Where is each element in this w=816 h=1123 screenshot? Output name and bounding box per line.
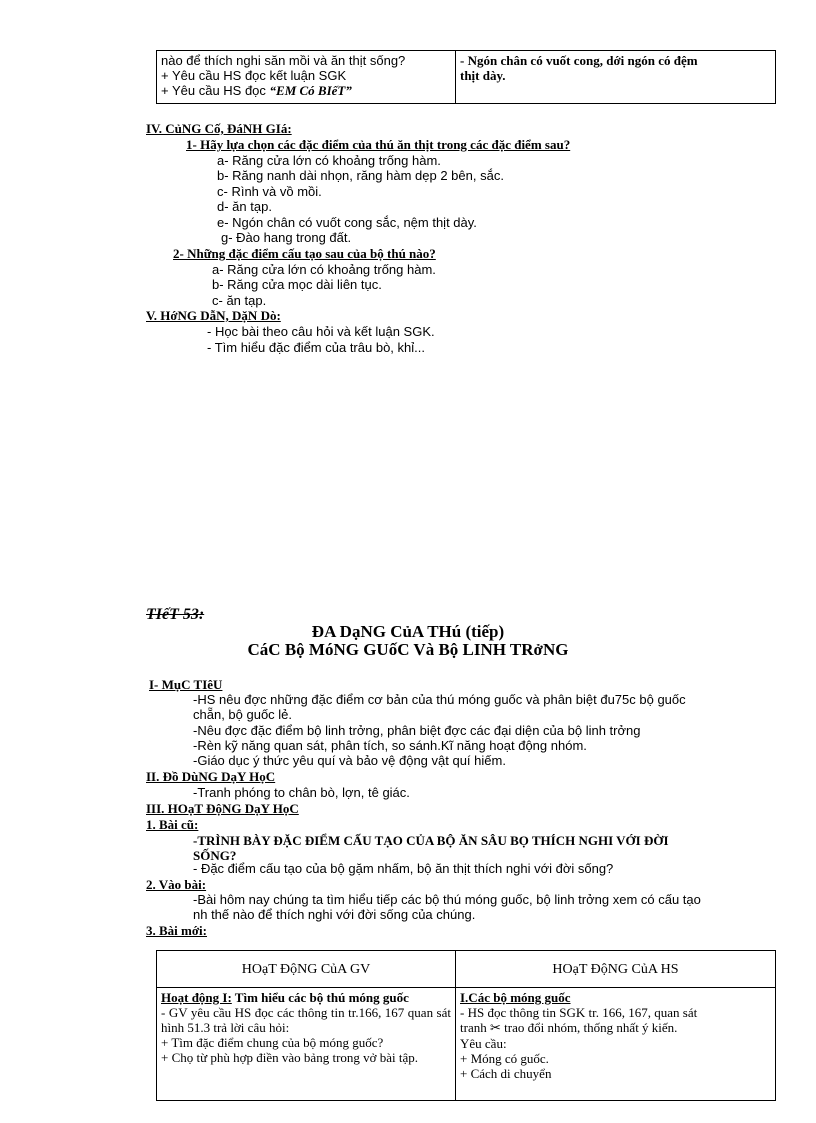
intro-text: -Bài hôm nay chúng ta tìm hiểu tiếp các bộ thú móng guốc, bộ linh trởng xem có cấu tạo: [193, 892, 701, 907]
old-lesson-question-1: -TRÌNH BÀY ĐẶC ĐIỂM CẤU TẠO CỦA BỘ ĂN SÂU BỌ THÍCH NGHI VỚI ĐỜI: [193, 833, 669, 848]
scissors-icon: ✂: [489, 1021, 501, 1036]
top-left-line: nào để thích nghi săn mồi và ăn thịt sống?: [161, 53, 406, 68]
section-iv-heading: IV. CủNG Cố, ĐáNH GIá:: [146, 121, 292, 136]
gv-activity-title-underlined: Hoạt động I:: [161, 990, 232, 1005]
em-co-biet-label: “EM Có BIếT”: [269, 83, 352, 98]
old-lesson-question-2: - Đặc điểm cấu tạo của bộ gặm nhấm, bộ ăn thịt thích nghi với đời sống?: [193, 861, 614, 876]
top-left-line: + Yêu cầu HS đọc: [161, 83, 270, 98]
section-i-item: -HS nêu đợc những đặc điểm cơ bản của thú móng guốc và phân biệt đu75c bộ guốc: [193, 692, 686, 707]
new-lesson-heading: 3. Bài mới:: [146, 923, 208, 938]
section-i-item: chẵn, bộ guốc lẻ.: [193, 707, 293, 722]
hs-line-prefix: tranh: [460, 1020, 487, 1035]
q2-item: b- Răng cửa mọc dài liên tục.: [212, 277, 382, 292]
hs-line-suffix: trao đổi nhóm, thống nhất ý kiến.: [504, 1020, 678, 1035]
header-gv: HOạT ĐộNG CủA GV: [241, 961, 371, 977]
gv-line: + Chọ từ phù hợp điền vào bảng trong vở bài tập.: [161, 1050, 419, 1065]
section-v-heading: V. HớNG DẫN, DặN Dò:: [146, 308, 281, 323]
q1-item: g- Đào hang trong đất.: [221, 230, 352, 245]
section-iv-question-2: 2- Những đặc điểm cấu tạo sau của bộ thú nào?: [173, 246, 436, 261]
gv-line: - GV yêu cầu HS đọc các thông tin tr.166, 167 quan sát hình 51.3 trả lời câu hỏi:: [161, 1005, 451, 1035]
section-v-item: - Tìm hiểu đặc điểm của trâu bò, khỉ...: [207, 340, 425, 355]
hs-line: + Cách di chuyển: [460, 1066, 552, 1081]
header-gv-cell: [157, 951, 456, 988]
hs-line: [460, 1020, 771, 1036]
old-lesson-question-1-cont: SỐNG?: [193, 848, 237, 863]
q1-item: d- ăn tạp.: [217, 199, 272, 214]
q1-item: b- Răng nanh dài nhọn, răng hàm dẹp 2 bên, sắc.: [217, 168, 504, 183]
hs-line: - HS đọc thông tin SGK tr. 166, 167, quan sát: [460, 1005, 698, 1020]
gv-activity-title-rest: Tìm hiểu các bộ thú móng guốc: [231, 990, 409, 1005]
section-i-item: -Rèn kỹ năng quan sát, phân tích, so sánh.Kĩ năng hoạt động nhóm.: [193, 738, 587, 753]
gv-cell: [157, 988, 456, 1101]
q1-item: e- Ngón chân có vuốt cong sắc, nệm thịt dày.: [217, 215, 477, 230]
hs-line: + Móng có guốc.: [460, 1051, 549, 1066]
section-i-heading: I- MụC TIêU: [149, 677, 223, 692]
top-table: [156, 50, 776, 104]
lesson-title-line-1: ĐA DạNG CủA THú (tiếp): [311, 622, 505, 641]
top-left-line: + Yêu cầu HS đọc kết luận SGK: [161, 68, 347, 83]
section-i-item: -Nêu đợc đặc điểm bộ linh trởng, phân biệt đợc các đại diện của bộ linh trởng: [193, 723, 641, 738]
q1-item: c- Rình và vồ mồi.: [217, 184, 322, 199]
hs-line: Yêu cầu:: [460, 1036, 507, 1051]
section-iv-question-1: 1- Hãy lựa chọn các đặc điểm của thú ăn thịt trong các đặc điểm sau?: [186, 137, 571, 152]
activity-table: [156, 950, 776, 1101]
header-hs-cell: [456, 951, 776, 988]
top-right-line: thịt dày.: [460, 68, 506, 83]
top-right-line: - Ngón chân có vuốt cong, dới ngón có đệm: [460, 53, 698, 68]
top-table-left-cell: [157, 51, 456, 104]
hs-activity-title: I.Các bộ móng guốc: [460, 990, 571, 1005]
header-hs: HOạT ĐộNG CủA HS: [552, 961, 679, 977]
hs-cell: [456, 988, 776, 1101]
section-ii-heading: II. Đồ DùNG DạY HọC: [146, 769, 276, 784]
intro-heading: 2. Vào bài:: [146, 877, 207, 892]
section-ii-item: -Tranh phóng to chân bò, lợn, tê giác.: [193, 785, 410, 800]
section-v-item: - Học bài theo câu hỏi và kết luận SGK.: [207, 324, 435, 339]
top-table-right-cell: [456, 51, 776, 104]
section-iii-heading: III. HOạT ĐộNG DạY HọC: [146, 801, 299, 816]
gv-activity-title: [161, 990, 451, 1005]
intro-text-cont: nh thế nào để thích nghi với đời sống của chúng.: [193, 907, 476, 922]
section-i-item: -Giáo dục ý thức yêu quí và bảo vệ động vật quí hiếm.: [193, 753, 506, 768]
lesson-number: TIếT 53:: [146, 606, 205, 623]
q2-item: a- Răng cửa lớn có khoảng trống hàm.: [212, 262, 436, 277]
lesson-title-line-2: CáC Bộ MóNG GUốC Và Bộ LINH TRởNG: [247, 640, 569, 659]
old-lesson-heading: 1. Bài cũ:: [146, 817, 199, 832]
gv-line: + Tìm đặc điểm chung của bộ móng guốc?: [161, 1035, 384, 1050]
q2-item: c- ăn tạp.: [212, 293, 267, 308]
q1-item: a- Răng cửa lớn có khoảng trống hàm.: [217, 153, 441, 168]
